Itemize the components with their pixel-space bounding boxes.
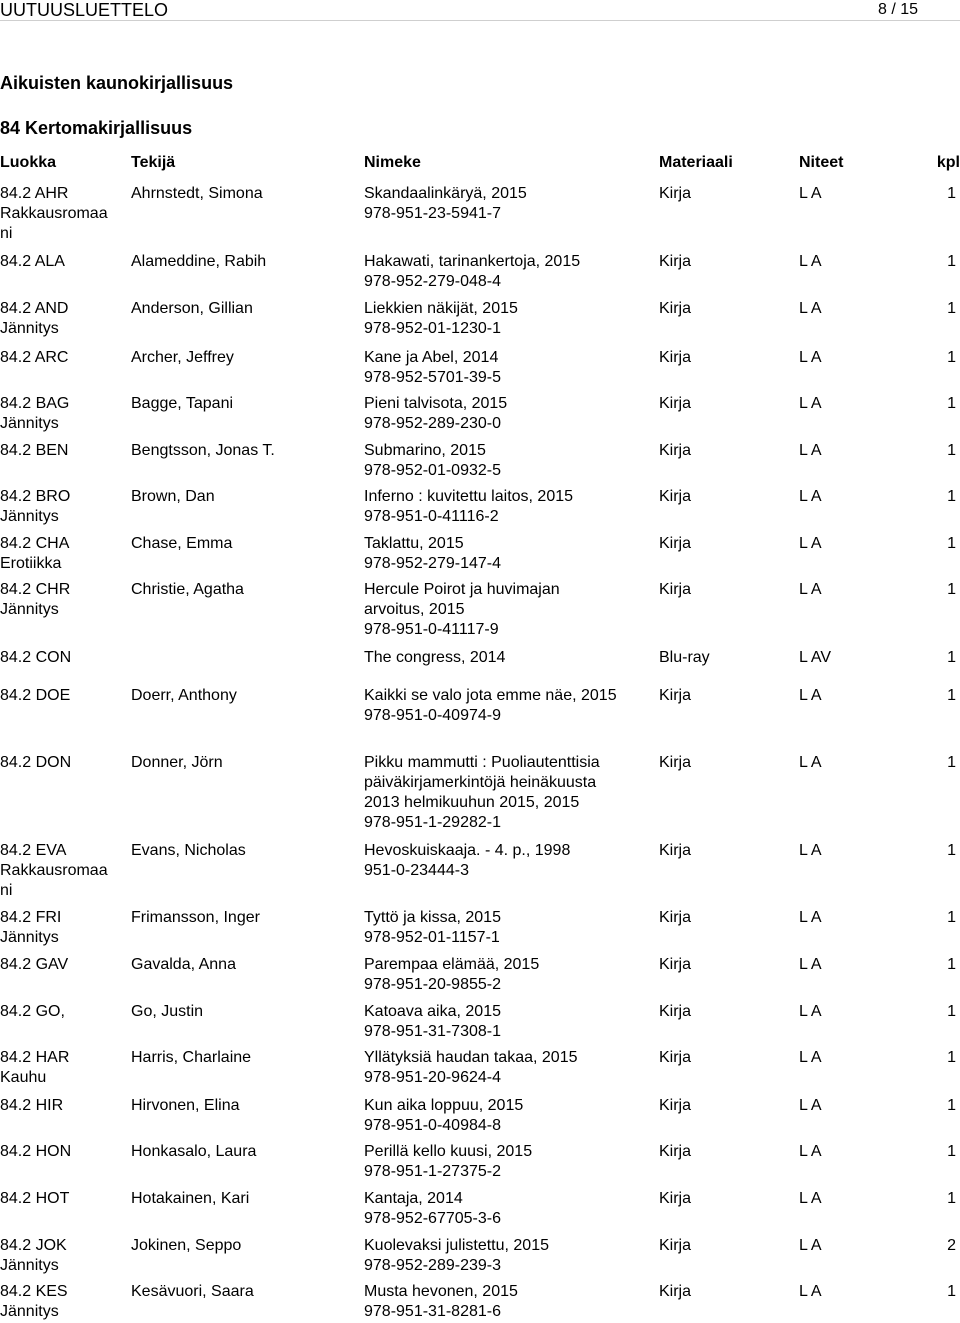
tekija-cell: Chase, Emma — [131, 535, 233, 552]
niteet-cell: L AV — [799, 649, 832, 666]
tekija-cell: Archer, Jeffrey — [131, 349, 234, 366]
luokka-cell-line: 84.2 DOE — [0, 687, 71, 704]
tekija-cell: Donner, Jörn — [131, 754, 223, 771]
nimeke-cell-line: 978-952-01-1230-1 — [364, 320, 501, 337]
kpl-cell: 1 — [947, 185, 956, 202]
luokka-cell — [0, 252, 125, 272]
luokka-cell-line: 84.2 FRI — [0, 909, 62, 926]
kpl-cell: 1 — [947, 1143, 956, 1160]
nimeke-cell — [364, 753, 649, 833]
luokka-cell — [0, 753, 125, 773]
luokka-cell-line: 84.2 AHR — [0, 185, 69, 202]
nimeke-cell-line: Liekkien näkijät, 2015 — [364, 300, 518, 317]
nimeke-cell-line: 978-952-279-147-4 — [364, 555, 501, 572]
nimeke-cell-line: 978-951-0-40974-9 — [364, 707, 501, 724]
nimeke-cell — [364, 348, 649, 388]
tekija-cell: Hotakainen, Kari — [131, 1190, 250, 1207]
materiaali-cell: Kirja — [659, 185, 692, 202]
materiaali-cell: Blu-ray — [659, 649, 710, 666]
materiaali-cell: Kirja — [659, 956, 692, 973]
luokka-cell — [0, 534, 125, 574]
nimeke-cell — [364, 299, 649, 339]
nimeke-cell — [364, 184, 649, 224]
niteet-cell: L A — [799, 488, 822, 505]
nimeke-cell — [364, 1142, 649, 1182]
tekija-cell: Kesävuori, Saara — [131, 1283, 254, 1300]
luokka-cell-line: 84.2 EVA — [0, 842, 67, 859]
kpl-cell: 1 — [947, 253, 956, 270]
nimeke-cell-line: Submarino, 2015 — [364, 442, 486, 459]
column-header-kpl: kpl — [936, 154, 960, 171]
kpl-cell: 1 — [947, 442, 956, 459]
column-header-materiaali: Materiaali — [659, 154, 733, 171]
niteet-cell: L A — [799, 300, 822, 317]
niteet-cell: L A — [799, 956, 822, 973]
luokka-cell — [0, 686, 125, 706]
nimeke-cell-line: Musta hevonen, 2015 — [364, 1283, 518, 1300]
materiaali-cell: Kirja — [659, 687, 692, 704]
kpl-cell: 1 — [947, 488, 956, 505]
luokka-cell-line: Jännitys — [0, 601, 59, 618]
luokka-cell — [0, 1189, 125, 1209]
luokka-cell-line: ni — [0, 225, 13, 242]
tekija-cell: Anderson, Gillian — [131, 300, 253, 317]
nimeke-cell-line: 978-952-67705-3-6 — [364, 1210, 501, 1227]
tekija-cell: Harris, Charlaine — [131, 1049, 252, 1066]
luokka-cell-line: 84.2 BAG — [0, 395, 70, 412]
nimeke-cell — [364, 394, 649, 434]
niteet-cell: L A — [799, 1143, 822, 1160]
page-number: 8 / 15 — [877, 1, 918, 18]
nimeke-cell — [364, 252, 649, 292]
kpl-cell: 1 — [947, 1190, 956, 1207]
niteet-cell: L A — [799, 754, 822, 771]
nimeke-cell-line: Parempaa elämää, 2015 — [364, 956, 540, 973]
luokka-cell-line: Jännitys — [0, 415, 59, 432]
tekija-cell: Bagge, Tapani — [131, 395, 234, 412]
nimeke-cell-line: Hevoskuiskaaja. - 4. p., 1998 — [364, 842, 571, 859]
column-header-luokka: Luokka — [0, 154, 57, 171]
luokka-cell-line: Jännitys — [0, 1257, 59, 1274]
kpl-cell: 1 — [947, 956, 956, 973]
tekija-cell: Evans, Nicholas — [131, 842, 246, 859]
materiaali-cell: Kirja — [659, 442, 692, 459]
luokka-cell — [0, 184, 125, 244]
nimeke-cell-line: 951-0-23444-3 — [364, 862, 469, 879]
niteet-cell: L A — [799, 909, 822, 926]
document-title: UUTUUSLUETTELO — [0, 0, 169, 20]
niteet-cell: L A — [799, 395, 822, 412]
nimeke-cell-line: 978-951-0-41117-9 — [364, 621, 499, 638]
luokka-cell — [0, 1048, 125, 1088]
luokka-cell — [0, 1142, 125, 1162]
nimeke-cell — [364, 686, 649, 726]
materiaali-cell: Kirja — [659, 253, 692, 270]
nimeke-cell-line: Pieni talvisota, 2015 — [364, 395, 508, 412]
materiaali-cell: Kirja — [659, 1049, 692, 1066]
nimeke-cell-line: Inferno : kuvitettu laitos, 2015 — [364, 488, 574, 505]
niteet-cell: L A — [799, 687, 822, 704]
tekija-cell: Honkasalo, Laura — [131, 1143, 257, 1160]
luokka-cell — [0, 908, 125, 948]
nimeke-cell — [364, 908, 649, 948]
page-header — [0, 0, 960, 21]
kpl-cell: 1 — [947, 535, 956, 552]
luokka-cell — [0, 348, 125, 368]
luokka-cell-line: 84.2 JOK — [0, 1237, 67, 1254]
luokka-cell — [0, 394, 125, 434]
niteet-cell: L A — [799, 1049, 822, 1066]
nimeke-cell-line: Katoava aika, 2015 — [364, 1003, 501, 1020]
tekija-cell: Bengtsson, Jonas T. — [131, 442, 275, 459]
nimeke-cell-line: 978-952-01-0932-5 — [364, 462, 501, 479]
luokka-cell-line: 84.2 BEN — [0, 442, 69, 459]
tekija-cell: Go, Justin — [131, 1003, 204, 1020]
luokka-cell — [0, 955, 125, 975]
niteet-cell: L A — [799, 535, 822, 552]
nimeke-cell-line: Kantaja, 2014 — [364, 1190, 463, 1207]
kpl-cell: 1 — [947, 349, 956, 366]
nimeke-cell-line: Kuolevaksi julistettu, 2015 — [364, 1237, 549, 1254]
luokka-cell-line: ni — [0, 882, 13, 899]
kpl-cell: 1 — [947, 649, 956, 666]
nimeke-cell — [364, 1282, 649, 1322]
nimeke-cell-line: Yllätyksiä haudan takaa, 2015 — [364, 1049, 578, 1066]
section-heading: Aikuisten kaunokirjallisuus — [0, 73, 234, 93]
luokka-cell-line: Jännitys — [0, 929, 59, 946]
luokka-cell-line: 84.2 KES — [0, 1283, 68, 1300]
luokka-cell-line: 84.2 ARC — [0, 349, 69, 366]
materiaali-cell: Kirja — [659, 1283, 692, 1300]
nimeke-cell-line: arvoitus, 2015 — [364, 601, 465, 618]
materiaali-cell: Kirja — [659, 1237, 692, 1254]
column-header-nimeke: Nimeke — [364, 154, 421, 171]
luokka-cell-line: 84.2 HOT — [0, 1190, 70, 1207]
nimeke-cell-line: 978-951-20-9624-4 — [364, 1069, 501, 1086]
nimeke-cell-line: Tyttö ja kissa, 2015 — [364, 909, 501, 926]
nimeke-cell-line: 978-951-23-5941-7 — [364, 205, 501, 222]
luokka-cell — [0, 648, 125, 668]
tekija-cell: Alameddine, Rabih — [131, 253, 267, 270]
nimeke-cell-line: 978-951-1-29282-1 — [364, 814, 501, 831]
niteet-cell: L A — [799, 253, 822, 270]
nimeke-cell — [364, 534, 649, 574]
luokka-cell-line: 84.2 GAV — [0, 956, 69, 973]
materiaali-cell: Kirja — [659, 754, 692, 771]
luokka-cell — [0, 580, 125, 620]
luokka-cell — [0, 1002, 125, 1022]
nimeke-cell — [364, 1189, 649, 1229]
luokka-cell — [0, 1282, 125, 1322]
materiaali-cell: Kirja — [659, 1097, 692, 1114]
materiaali-cell: Kirja — [659, 488, 692, 505]
tekija-cell: Gavalda, Anna — [131, 956, 236, 973]
nimeke-cell-line: Skandaalinkäryä, 2015 — [364, 185, 527, 202]
kpl-cell: 1 — [947, 909, 956, 926]
luokka-cell-line: 84.2 CON — [0, 649, 72, 666]
nimeke-cell-line: 978-951-0-40984-8 — [364, 1117, 501, 1134]
luokka-cell-line: Jännitys — [0, 508, 59, 525]
niteet-cell: L A — [799, 1237, 822, 1254]
luokka-cell-line: Jännitys — [0, 320, 59, 337]
materiaali-cell: Kirja — [659, 535, 692, 552]
nimeke-cell — [364, 648, 649, 668]
niteet-cell: L A — [799, 842, 822, 859]
nimeke-cell-line: 978-952-01-1157-1 — [364, 929, 500, 946]
luokka-cell-line: 84.2 GO, — [0, 1003, 65, 1020]
luokka-cell — [0, 841, 125, 901]
luokka-cell — [0, 1096, 125, 1116]
kpl-cell: 1 — [947, 1283, 956, 1300]
nimeke-cell-line: 978-951-0-41116-2 — [364, 508, 499, 525]
tekija-cell: Hirvonen, Elina — [131, 1097, 240, 1114]
materiaali-cell: Kirja — [659, 581, 692, 598]
nimeke-cell-line: Kane ja Abel, 2014 — [364, 349, 499, 366]
nimeke-cell — [364, 441, 649, 481]
nimeke-cell-line: Kaikki se valo jota emme näe, 2015 — [364, 687, 617, 704]
tekija-cell: Doerr, Anthony — [131, 687, 237, 704]
nimeke-cell-line: Hakawati, tarinankertoja, 2015 — [364, 253, 581, 270]
luokka-cell-line: Jännitys — [0, 1303, 59, 1320]
kpl-cell: 1 — [947, 1003, 956, 1020]
nimeke-cell — [364, 841, 649, 881]
nimeke-cell-line: 2013 helmikuuhun 2015, 2015 — [364, 794, 580, 811]
kpl-cell: 1 — [947, 1049, 956, 1066]
luokka-cell-line: 84.2 HON — [0, 1143, 72, 1160]
tekija-cell: Christie, Agatha — [131, 581, 244, 598]
materiaali-cell: Kirja — [659, 300, 692, 317]
nimeke-cell-line: 978-951-31-7308-1 — [364, 1023, 501, 1040]
luokka-cell-line: Rakkausromaa — [0, 862, 108, 879]
kpl-cell: 1 — [947, 754, 956, 771]
tekija-cell: Ahrnstedt, Simona — [131, 185, 263, 202]
kpl-cell: 1 — [947, 842, 956, 859]
nimeke-cell — [364, 487, 649, 527]
nimeke-cell-line: 978-952-5701-39-5 — [364, 369, 501, 386]
niteet-cell: L A — [799, 1097, 822, 1114]
column-header-niteet: Niteet — [799, 154, 844, 171]
niteet-cell: L A — [799, 185, 822, 202]
luokka-cell — [0, 441, 125, 461]
subsection-heading: 84 Kertomakirjallisuus — [0, 118, 193, 138]
luokka-cell-line: 84.2 HIR — [0, 1097, 64, 1114]
column-header-tekija: Tekijä — [131, 154, 176, 171]
nimeke-cell — [364, 1048, 649, 1088]
luokka-cell-line: Erotiikka — [0, 555, 62, 572]
luokka-cell-line: 84.2 AND — [0, 300, 69, 317]
nimeke-cell-line: Kun aika loppuu, 2015 — [364, 1097, 524, 1114]
niteet-cell: L A — [799, 1190, 822, 1207]
luokka-cell — [0, 1236, 125, 1276]
luokka-cell-line: 84.2 DON — [0, 754, 72, 771]
nimeke-cell-line: 978-952-289-230-0 — [364, 415, 501, 432]
kpl-cell: 2 — [947, 1237, 956, 1254]
tekija-cell: Frimansson, Inger — [131, 909, 260, 926]
materiaali-cell: Kirja — [659, 349, 692, 366]
kpl-cell: 1 — [947, 300, 956, 317]
niteet-cell: L A — [799, 442, 822, 459]
kpl-cell: 1 — [947, 581, 956, 598]
niteet-cell: L A — [799, 349, 822, 366]
nimeke-cell — [364, 1002, 649, 1042]
nimeke-cell-line: Hercule Poirot ja huvimajan — [364, 581, 560, 598]
luokka-cell-line: 84.2 CHA — [0, 535, 70, 552]
nimeke-cell — [364, 955, 649, 995]
niteet-cell: L A — [799, 581, 822, 598]
kpl-cell: 1 — [947, 395, 956, 412]
nimeke-cell-line: 978-952-289-239-3 — [364, 1257, 501, 1274]
nimeke-cell-line: 978-951-31-8281-6 — [364, 1303, 501, 1320]
materiaali-cell: Kirja — [659, 1003, 692, 1020]
materiaali-cell: Kirja — [659, 842, 692, 859]
luokka-cell-line: 84.2 HAR — [0, 1049, 70, 1066]
nimeke-cell — [364, 1236, 649, 1276]
luokka-cell — [0, 487, 125, 527]
kpl-cell: 1 — [947, 687, 956, 704]
nimeke-cell-line: 978-951-1-27375-2 — [364, 1163, 501, 1180]
nimeke-cell-line: 978-952-279-048-4 — [364, 273, 501, 290]
niteet-cell: L A — [799, 1283, 822, 1300]
materiaali-cell: Kirja — [659, 395, 692, 412]
luokka-cell-line: 84.2 BRO — [0, 488, 71, 505]
nimeke-cell-line: Pikku mammutti : Puoliautenttisia — [364, 754, 600, 771]
luokka-cell-line: Rakkausromaa — [0, 205, 108, 222]
luokka-cell — [0, 299, 125, 339]
niteet-cell: L A — [799, 1003, 822, 1020]
luokka-cell-line: Kauhu — [0, 1069, 47, 1086]
luokka-cell-line: 84.2 ALA — [0, 253, 65, 270]
luokka-cell-line: 84.2 CHR — [0, 581, 71, 598]
materiaali-cell: Kirja — [659, 909, 692, 926]
nimeke-cell-line: The congress, 2014 — [364, 649, 506, 666]
nimeke-cell — [364, 580, 649, 640]
table-header — [0, 153, 960, 173]
materiaali-cell: Kirja — [659, 1190, 692, 1207]
nimeke-cell — [364, 1096, 649, 1136]
nimeke-cell-line: Perillä kello kuusi, 2015 — [364, 1143, 533, 1160]
materiaali-cell: Kirja — [659, 1143, 692, 1160]
nimeke-cell-line: Taklattu, 2015 — [364, 535, 464, 552]
nimeke-cell-line: 978-951-20-9855-2 — [364, 976, 501, 993]
tekija-cell: Brown, Dan — [131, 488, 215, 505]
nimeke-cell-line: päiväkirjamerkintöjä heinäkuusta — [364, 774, 597, 791]
kpl-cell: 1 — [947, 1097, 956, 1114]
tekija-cell: Jokinen, Seppo — [131, 1237, 242, 1254]
